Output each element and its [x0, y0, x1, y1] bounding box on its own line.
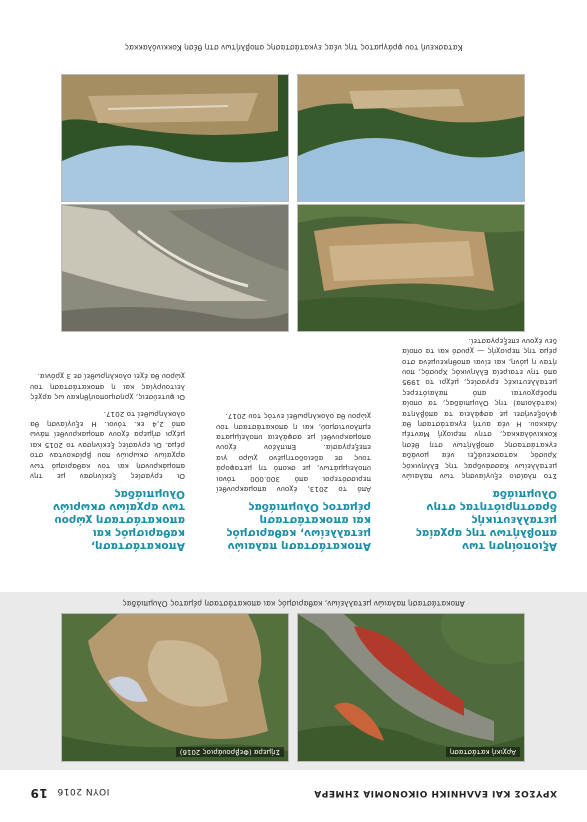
photo-after-label: Σήμερα (Φεβρουάριος 2016) — [176, 747, 284, 757]
magazine-title: ΧΡΥΣΟΣ ΚΑΙ ΕΛΛΗΝΙΚΗ ΟΙΚΟΝΟΜΙΑ ΣΗΜΕΡΑ — [313, 788, 557, 798]
column-2-paragraph: Από το 2013, έχουν απομακρυνθεί περισσότεροι από 300.000 τόνοι υπολειμμάτων, με σκοπό τη μεταφορά τους σε αδειοδοτημένο χώρο για επεξεργασία. Επιπλέον έχουν απομακρυνθεί με ασφάλεια υπολείμματα εμπλουτισμού, και η αποκατάσταση του χώρου θα ολοκληρωθεί εντός του 2017. — [216, 412, 371, 494]
dam-photo-3 — [297, 74, 525, 202]
column-3-heading: Αποκατάσταση, καθαρισμός και αποκατάσταση χώρου των αρχαίων σκωριών Ολυμπιάδας — [52, 488, 185, 552]
dam-photo-1 — [297, 204, 525, 332]
dam-photo-2 — [61, 204, 289, 332]
column-1-paragraph: Στο πλαίσιο εξυγίανσης των παλαιών μεταλλείων Κασσάνδρας της Ελληνικός Χρυσός κατασκευάζει νέα μονάδα εγκατάστασης αποβλήτων στη θέση Κοκκινόλακκας, στην περιοχή Μαντέμ Λάκκου. Η νέα αυτή εγκατάσταση θα φιλοξενήσει με ασφάλεια τα απόβλητα (κατάλοιπα) της Ολυμπιάδας, τα οποία προέρχονται από παλαιότερες μεταλλευτικές εργασίες, μέχρι το 1995 από την εταιρεία Ελληνικός Χρυσός, που ήταν η μόνη, και είναι αποθηκευμένα στο ρέμα της περιοχής — χρυσό και τα οποία δεν έχουν επεξεργαστεί. — [402, 336, 557, 481]
column-2 — [216, 405, 371, 552]
issue-date: ΙΟΥΝ 2016 — [57, 786, 110, 796]
column-3 — [30, 365, 185, 552]
column-3-paragraph-1: Οι εργασίες ξεκίνησαν με την απομάκρυνση και τον καθαρισμό των αρχαίων σκωριών που βρίσκονταν στο ρέμα. Οι εργασίες ξεκίνησαν το 2015 και μέχρι σήμερα έχουν απομακρυνθεί πάνω από 2,4 εκ. τόνοι. Η εξυγίανση θα ολοκληρωθεί το 2017. — [30, 409, 185, 481]
top-photo-caption: Αποκατάσταση παλαιών μεταλλείων, καθαρισμός και αποκατάσταση ρέματος Ολυμπιάδας — [122, 599, 465, 608]
column-2-heading: Αποκατάσταση παλαιών μεταλλείων, καθαρισμός και αποκατάσταση ρέματος Ολυμπιάδας — [226, 501, 371, 552]
column-3-paragraph-2: Οι φυτεύσεις, χρησιμοποιήθηκαν ως αρχές λειτουργίας και η αποκατάσταση του χώρου θα έχει ολοκληρωθεί σε 3 χρόνια. — [30, 372, 185, 403]
photo-after — [61, 613, 289, 762]
page-number: 19 — [30, 786, 48, 800]
dam-photo-4 — [61, 74, 289, 202]
column-1-heading: Αξιοποίηση των αποβλήτων της αρχαίας μεταλλευτικής δραστηριότητας στην Ολυμπιάδα — [415, 488, 557, 552]
photo-before — [297, 613, 525, 762]
page-header — [30, 782, 557, 802]
photo-before-label: Αρχική κατάσταση — [446, 747, 520, 757]
column-1 — [402, 329, 557, 552]
bottom-photo-caption: Κατασκευή του φράγματος της νέας εγκατάστασης αποβλήτων στη θέση Κοκκινόλακκας — [124, 43, 463, 52]
issue-info — [30, 786, 109, 800]
